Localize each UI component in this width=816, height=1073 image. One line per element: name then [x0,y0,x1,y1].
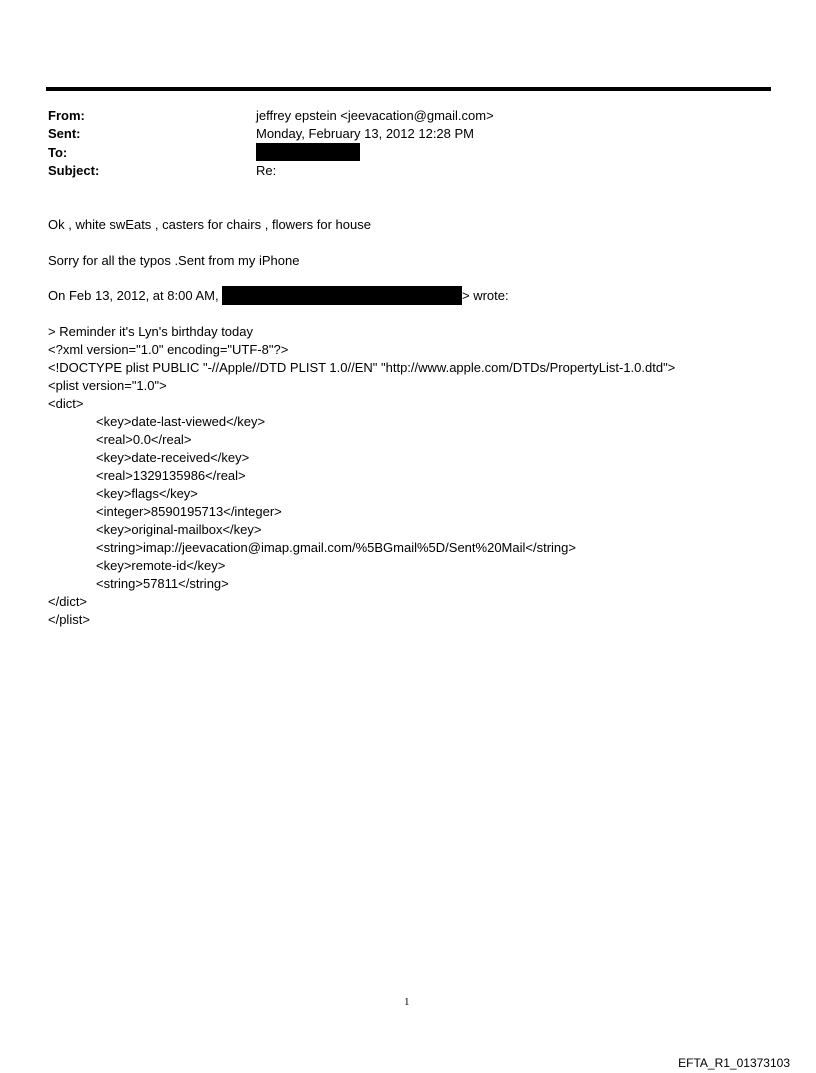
quoted-line: <plist version="1.0"> [48,378,167,393]
quoted-line: <?xml version="1.0" encoding="UTF-8"?> [48,342,289,357]
quoted-line: <dict> [48,396,84,411]
closing-line: </plist> [48,612,90,627]
quote-intro-suffix: > wrote: [462,288,509,303]
quote-intro-prefix: On Feb 13, 2012, at 8:00 AM, [48,288,219,303]
dict-entry: <string>57811</string> [96,576,229,591]
closing-line: </dict> [48,594,88,609]
message-line-1: Ok , white swEats , casters for chairs , flowers for house [48,217,371,232]
quoted-line: <!DOCTYPE plist PUBLIC "-//Apple//DTD PLIST 1.0//EN" "http://www.apple.com/DTDs/PropertyList-1.0.dtd"> [48,360,676,375]
sender-redaction [222,286,462,305]
dict-entry: <real>1329135986</real> [96,468,246,483]
dict-entry: <key>original-mailbox</key> [96,522,262,537]
dict-entry: <key>date-received</key> [96,450,250,465]
header-rule [46,87,771,91]
dict-entry: <real>0.0</real> [96,432,192,447]
dict-entry: <key>flags</key> [96,486,198,501]
quoted-line: > Reminder it's Lyn's birthday today [48,324,253,339]
from-value: jeffrey epstein <jeevacation@gmail.com> [256,108,494,123]
page-number: 1 [404,996,410,1008]
subject-value: Re: [256,163,277,178]
message-line-2: Sorry for all the typos .Sent from my iPhone [48,253,300,268]
to-label: To: [48,145,68,160]
dict-entry: <integer>8590195713</integer> [96,504,282,519]
dict-entry: <string>imap://jeevacation@imap.gmail.com/%5BGmail%5D/Sent%20Mail</string> [96,540,576,555]
from-label: From: [48,108,85,123]
dict-entry: <key>remote-id</key> [96,558,226,573]
document-id: EFTA_R1_01373103 [678,1056,790,1070]
subject-label: Subject: [48,163,100,178]
to-redaction [256,143,360,161]
sent-value: Monday, February 13, 2012 12:28 PM [256,126,474,141]
sent-label: Sent: [48,126,81,141]
dict-entry: <key>date-last-viewed</key> [96,414,266,429]
